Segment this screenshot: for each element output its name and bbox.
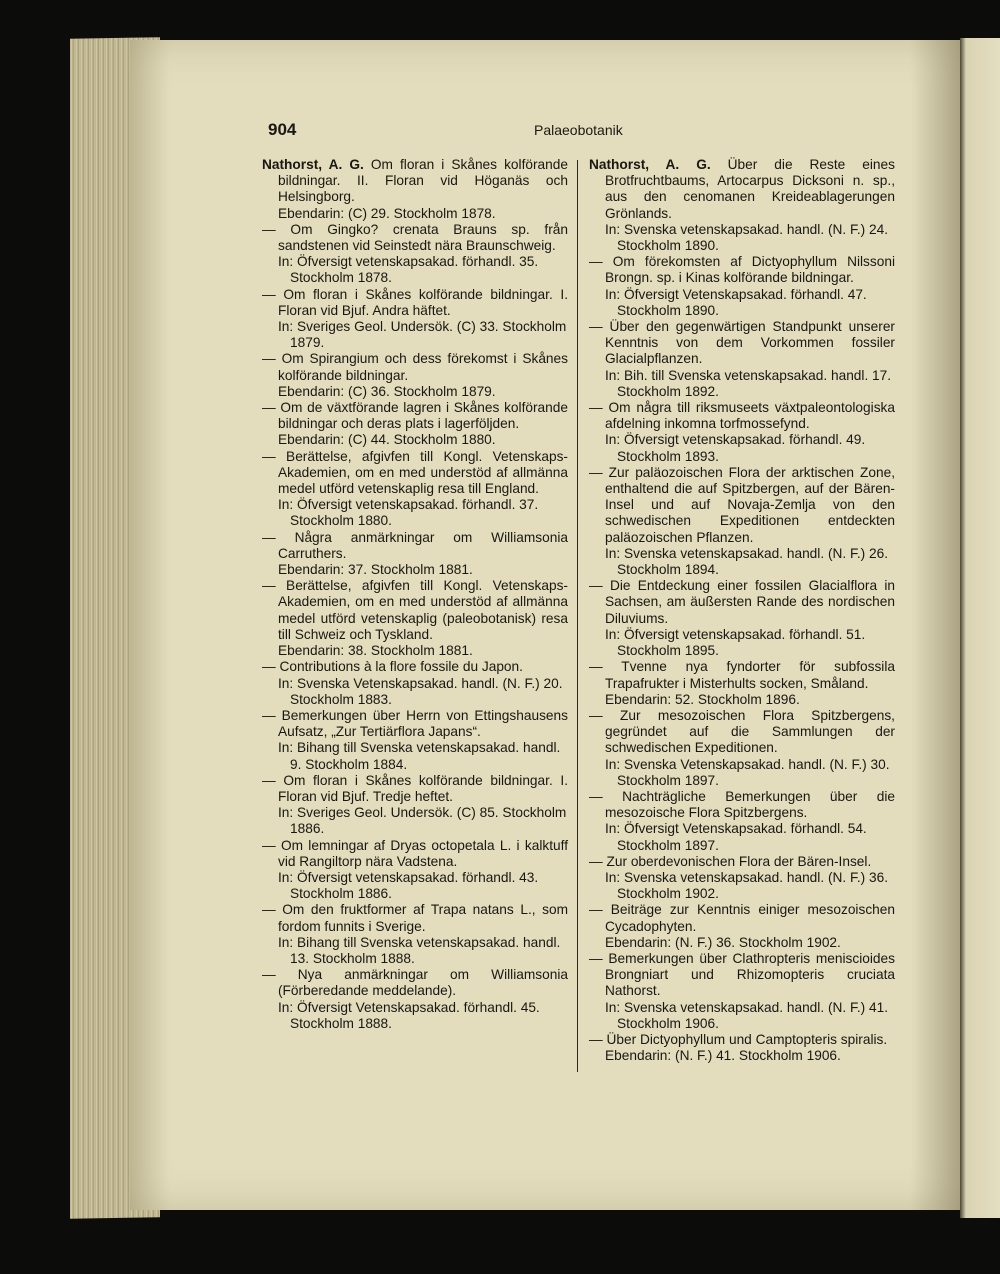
entry-title: — Berättelse, afgivfen till Kongl. Vetenskaps-Akademien, om en med understöd af allmänna medel utförd vetenskaplig resa till England. bbox=[262, 448, 568, 497]
bibliography-entry bbox=[589, 659, 895, 708]
entry-source: Ebendarin: 52. Stockholm 1896. bbox=[605, 691, 800, 707]
bibliography-entry bbox=[589, 708, 895, 789]
entry-title: — Die Entdeckung einer fossilen Glacialflora in Sachsen, am äußersten Rande des nordischen Diluviums. bbox=[589, 578, 895, 626]
entry-title bbox=[262, 157, 568, 206]
entry-title: — Om förekomsten af Dictyophyllum Nilssoni Brongn. sp. i Kinas kolförande bildningar. bbox=[589, 254, 895, 286]
bibliography-entry bbox=[262, 773, 568, 838]
bibliography-entry bbox=[589, 854, 895, 903]
entry-title: — Om lemningar af Dryas octopetala L. i kalktuff vid Rangiltorp nära Vadstena. bbox=[262, 837, 568, 869]
entry-title: — Om Spirangium och dess förekomst i Skånes kolförande bildningar. bbox=[262, 351, 568, 383]
entry-title: — Om den fruktformer af Trapa natans L., som fordom funnits i Sverige. bbox=[262, 902, 568, 934]
entry-title: — Om de växtförande lagren i Skånes kolförande bildningar och deras plats i lagerföljden. bbox=[262, 400, 568, 432]
bibliography-entry bbox=[262, 400, 568, 449]
bibliography-entry bbox=[589, 254, 895, 319]
entry-source: In: Svenska vetenskapsakad. handl. (N. F.) 41. Stockholm 1906. bbox=[605, 999, 889, 1031]
entry-title: — Beiträge zur Kenntnis einiger mesozoischen Cycadophyten. bbox=[589, 902, 895, 934]
entry-source: In: Öfversigt Vetenskapsakad. förhandl. 54. Stockholm 1897. bbox=[605, 821, 867, 853]
entry-title: — Om floran i Skånes kolförande bildningar. I. Floran vid Bjuf. Tredje heftet. bbox=[262, 772, 568, 804]
bibliography-entry bbox=[262, 449, 568, 530]
entry-source: In: Öfversigt Vetenskapsakad. förhandl. 47. Stockholm 1890. bbox=[605, 286, 867, 318]
entry-title bbox=[589, 157, 895, 222]
bibliography-entry bbox=[589, 319, 895, 400]
bibliography-entry bbox=[589, 789, 895, 854]
entry-author: Nathorst, A. G. bbox=[262, 157, 364, 172]
entry-source: In: Öfversigt vetenskapsakad. förhandl. 51. Stockholm 1895. bbox=[605, 626, 866, 659]
bibliography-entry bbox=[262, 351, 568, 400]
bibliography-entry bbox=[589, 1032, 895, 1064]
bibliography-entry bbox=[589, 400, 895, 465]
bibliography-entry bbox=[262, 157, 568, 222]
entry-title-text: Om floran i Skånes kolförande bildningar. II. Floran vid Höganäs och Helsingborg. bbox=[278, 157, 568, 205]
entry-title: — Zur mesozoischen Flora Spitzbergens, gegründet auf die Sammlungen der schwedischen Expeditionen. bbox=[589, 707, 895, 756]
column-divider bbox=[577, 160, 578, 1072]
entry-source: Ebendarin: 38. Stockholm 1881. bbox=[278, 643, 473, 659]
entry-source: Ebendarin: (N. F.) 36. Stockholm 1902. bbox=[605, 934, 841, 950]
entry-source: In: Svenska Vetenskapsakad. handl. (N. F.) 20. Stockholm 1883. bbox=[278, 675, 563, 707]
entry-source: Ebendarin: (C) 29. Stockholm 1878. bbox=[278, 205, 496, 221]
entry-title: — Contributions à la flore fossile du Japon. bbox=[262, 659, 523, 675]
entry-source: In: Bihang till Svenska vetenskapsakad. handl. 9. Stockholm 1884. bbox=[278, 740, 561, 772]
entry-source: In: Svenska vetenskapsakad. handl. (N. F.) 24. Stockholm 1890. bbox=[605, 221, 889, 254]
bibliography-entry bbox=[262, 708, 568, 773]
bibliography-entry bbox=[262, 967, 568, 1032]
bibliography-entry bbox=[262, 222, 568, 287]
entry-source: In: Bihang till Svenska vetenskapsakad. handl. 13. Stockholm 1888. bbox=[278, 934, 561, 966]
bibliography-entry bbox=[589, 157, 895, 254]
page-header bbox=[268, 120, 888, 142]
entry-source: In: Öfversigt vetenskapsakad. förhandl. 49. Stockholm 1893. bbox=[605, 432, 866, 464]
bibliography-entry bbox=[262, 530, 568, 579]
entry-source: In: Bih. till Svenska vetenskapsakad. handl. 17. Stockholm 1892. bbox=[605, 367, 892, 399]
entry-title: — Über den gegenwärtigen Standpunkt unserer Kenntnis von dem Vorkommen fossiler Glacialpflanzen. bbox=[589, 319, 895, 367]
bibliography-entry bbox=[262, 838, 568, 903]
left-column bbox=[262, 157, 568, 1032]
entry-source: In: Sveriges Geol. Undersök. (C) 33. Stockholm 1879. bbox=[278, 319, 567, 351]
bibliography-entry bbox=[589, 465, 895, 578]
bibliography-entry bbox=[589, 951, 895, 1032]
bibliography-entry bbox=[262, 578, 568, 659]
entry-source: In: Svenska vetenskapsakad. handl. (N. F.) 36. Stockholm 1902. bbox=[605, 869, 889, 902]
running-head: Palaeobotanik bbox=[534, 122, 623, 138]
entry-author: Nathorst, A. G. bbox=[589, 157, 711, 172]
entry-title: — Om några till riksmuseets växtpaleontologiska afdelning inkomna torfmossefynd. bbox=[589, 400, 895, 432]
entry-source: Ebendarin: (N. F.) 41. Stockholm 1906. bbox=[605, 1048, 841, 1064]
right-column bbox=[589, 157, 895, 1064]
entry-source: In: Öfversigt Vetenskapsakad. förhandl. 45. Stockholm 1888. bbox=[278, 999, 540, 1031]
bibliography-entry bbox=[589, 902, 895, 951]
entry-title: — Über Dictyophyllum und Camptopteris spiralis. bbox=[589, 1031, 888, 1047]
entry-source: In: Öfversigt vetenskapsakad. förhandl. 43. Stockholm 1886. bbox=[278, 869, 539, 902]
entry-title: — Bemerkungen über Herrn von Ettingshausens Aufsatz, „Zur Tertiärflora Japans“. bbox=[262, 707, 568, 740]
entry-title: — Tvenne nya fyndorter för subfossila Trapafrukter i Misterhults socken, Småland. bbox=[589, 659, 895, 691]
entry-title: — Om Gingko? crenata Brauns sp. från sandstenen vid Seinstedt nära Braunschweig. bbox=[262, 221, 568, 254]
entry-title: — Zur paläozoischen Flora der arktischen Zone, enthaltend die auf Spitzbergen, auf der Bären-Insel und auf Novaja-Zemlja von den schwedischen Expeditionen entdeckten paläozoischen Pflanzen. bbox=[589, 464, 895, 545]
entry-source: In: Öfversigt vetenskapsakad. förhandl. 35. Stockholm 1878. bbox=[278, 254, 539, 286]
entry-source: Ebendarin: (C) 36. Stockholm 1879. bbox=[278, 383, 496, 399]
facing-page-edge bbox=[960, 38, 1000, 1218]
bibliography-entry bbox=[262, 287, 568, 352]
entry-title-text: Über die Reste eines Brotfruchtbaums, Artocarpus Dicksoni n. sp., aus den cenomanen Kreideablagerungen Grönlands. bbox=[605, 157, 895, 221]
entry-source: In: Svenska Vetenskapsakad. handl. (N. F.) 30. Stockholm 1897. bbox=[605, 756, 890, 788]
entry-title: — Nya anmärkningar om Williamsonia (Förberedande meddelande). bbox=[262, 967, 568, 999]
bibliography-entry bbox=[262, 659, 568, 708]
entry-title: — Om floran i Skånes kolförande bildningar. I. Floran vid Bjuf. Andra häftet. bbox=[262, 286, 568, 318]
entry-source: In: Sveriges Geol. Undersök. (C) 85. Stockholm 1886. bbox=[278, 805, 567, 837]
entry-source: Ebendarin: 37. Stockholm 1881. bbox=[278, 562, 473, 578]
entry-title: — Nachträgliche Bemerkungen über die mesozoische Flora Spitzbergens. bbox=[589, 788, 895, 821]
bibliography-entry bbox=[589, 578, 895, 659]
entry-title: — Några anmärkningar om Williamsonia Carruthers. bbox=[262, 529, 568, 561]
entry-source: In: Svenska vetenskapsakad. handl. (N. F.) 26. Stockholm 1894. bbox=[605, 545, 889, 578]
entry-title: — Zur oberdevonischen Flora der Bären-Insel. bbox=[589, 853, 872, 869]
bibliography-entry bbox=[262, 902, 568, 967]
entry-title: — Berättelse, afgivfen till Kongl. Vetenskaps-Akademien, om en med understöd af allmänna medel utförd vetenskaplig (paleobotanisk) resa till Schweiz och Tyskland. bbox=[262, 578, 568, 642]
entry-source: Ebendarin: (C) 44. Stockholm 1880. bbox=[278, 432, 496, 448]
entry-title: — Bemerkungen über Clathropteris meniscioides Brongniart und Rhizomopteris cruciata Nathorst. bbox=[589, 950, 895, 999]
page-number: 904 bbox=[268, 120, 297, 139]
entry-source: In: Öfversigt vetenskapsakad. förhandl. 37. Stockholm 1880. bbox=[278, 497, 539, 529]
